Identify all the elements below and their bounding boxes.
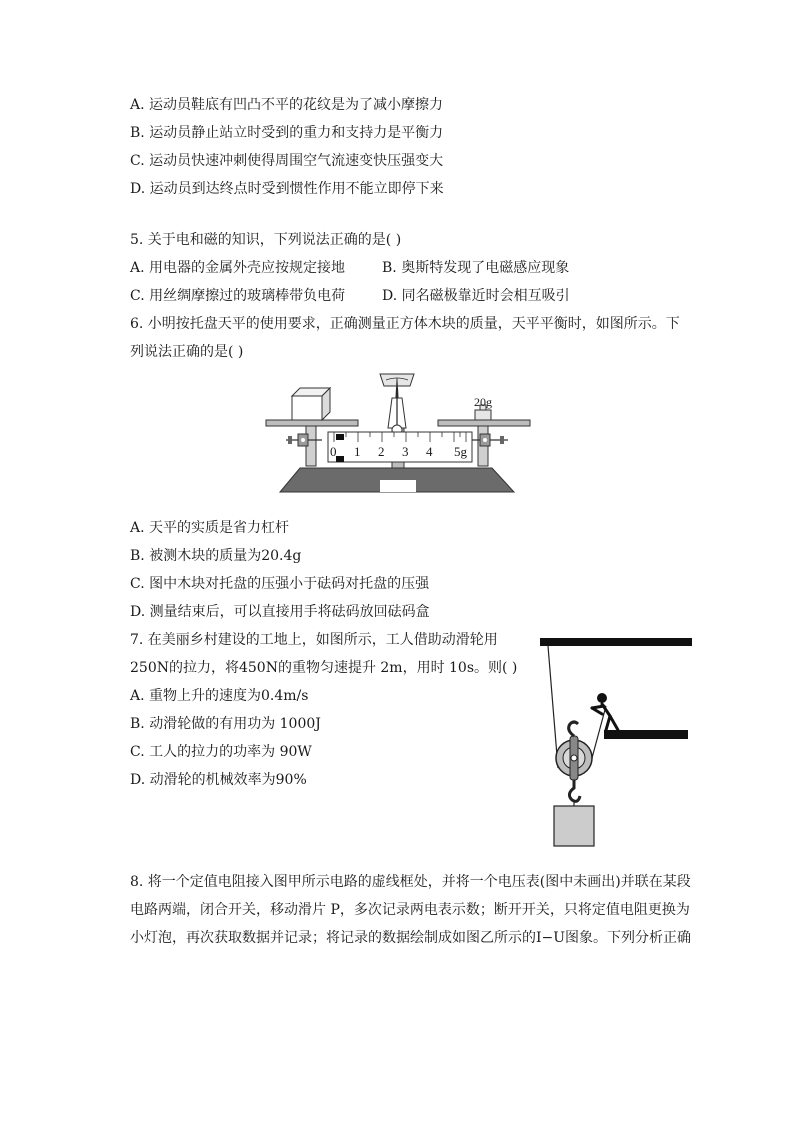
- q6-stem-line1: 6. 小明按托盘天平的使用要求，正确测量正方体木块的质量，天平平衡时，如图所示。下: [130, 316, 680, 332]
- scale-label-1: 1: [354, 444, 361, 459]
- q5-option-b: B. 奥斯特发现了电磁感应现象: [382, 260, 570, 276]
- q5-stem: 5. 关于电和磁的知识，下列说法正确的是( ): [130, 232, 402, 248]
- q4-option-c: C. 运动员快速冲刺使得周围空气流速变快压强变大: [130, 153, 444, 169]
- movable-pulley: [556, 736, 592, 780]
- q4-option-b: B. 运动员静止站立时受到的重力和支持力是平衡力: [130, 125, 444, 141]
- q6-option-c: C. 图中木块对托盘的压强小于砝码对托盘的压强: [130, 576, 430, 592]
- platform: [604, 730, 688, 739]
- q7-stem-line2: 250N的拉力，将450N的重物匀速提升 2m，用时 10s。则( ): [130, 660, 518, 676]
- balance-nut-right: [472, 434, 508, 446]
- balance-nut-left: [286, 434, 322, 446]
- q8-line3: 小灯泡，再次获取数据并记录；将记录的数据绘制成如图乙所示的I−U图象。下列分析正确: [130, 930, 692, 946]
- scale-label-4: 4: [426, 444, 433, 459]
- q6-option-b: B. 被测木块的质量为20.4g: [130, 548, 302, 564]
- balance-figure: [262, 368, 532, 496]
- bottom-hook-icon: [569, 780, 580, 801]
- wooden-block: [292, 388, 330, 420]
- q8-line1: 8. 将一个定值电阻接入图甲所示电路的虚线框处，并将一个电压表(图中未画出)并联在某段: [130, 874, 691, 890]
- q7-option-c: C. 工人的拉力的功率为 90W: [130, 744, 312, 760]
- q4-option-d: D. 运动员到达终点时受到惯性作用不能立即停下来: [130, 181, 444, 197]
- q5-option-a: A. 用电器的金属外壳应按规定接地: [130, 260, 346, 276]
- q7-option-d: D. 动滑轮的机械效率为90%: [130, 772, 307, 788]
- scale-label-0: 0: [330, 444, 337, 459]
- scale-label-2: 2: [378, 444, 385, 459]
- weight-label: 20g: [474, 395, 492, 409]
- q7-option-b: B. 动滑轮做的有用功为 1000J: [130, 716, 321, 732]
- top-hook-icon: [569, 722, 578, 736]
- q7-stem-line1: 7. 在美丽乡村建设的工地上，如图所示，工人借助动滑轮用: [130, 632, 498, 648]
- q8-line2: 电路两端，闭合开关，移动滑片 P，多次记录两电表示数；断开开关，只将定值电阻更换为: [130, 902, 690, 918]
- right-pan: [438, 420, 530, 426]
- scale-label-5g: 5g: [454, 444, 467, 459]
- q6-option-d: D. 测量结束后，可以直接用手将砝码放回砝码盒: [130, 604, 430, 620]
- pulley-figure: [536, 634, 696, 850]
- ceiling-beam: [540, 638, 692, 646]
- q4-option-a: A. 运动员鞋底有凹凸不平的花纹是为了减小摩擦力: [130, 97, 444, 113]
- q6-stem-line2: 列说法正确的是( ): [130, 344, 244, 360]
- q7-option-a: A. 重物上升的速度为0.4m/s: [130, 688, 309, 704]
- rider: [336, 434, 344, 440]
- load-box: [554, 806, 594, 846]
- scale-label-3: 3: [402, 444, 409, 459]
- beam-ruler: [328, 432, 472, 462]
- q5-option-c: C. 用丝绸摩擦过的玻璃棒带负电荷: [130, 288, 346, 304]
- rope-fixed: [548, 646, 558, 768]
- left-pan: [266, 420, 358, 426]
- q6-option-a: A. 天平的实质是省力杠杆: [130, 520, 290, 536]
- q5-option-d: D. 同名磁极靠近时会相互吸引: [382, 288, 570, 304]
